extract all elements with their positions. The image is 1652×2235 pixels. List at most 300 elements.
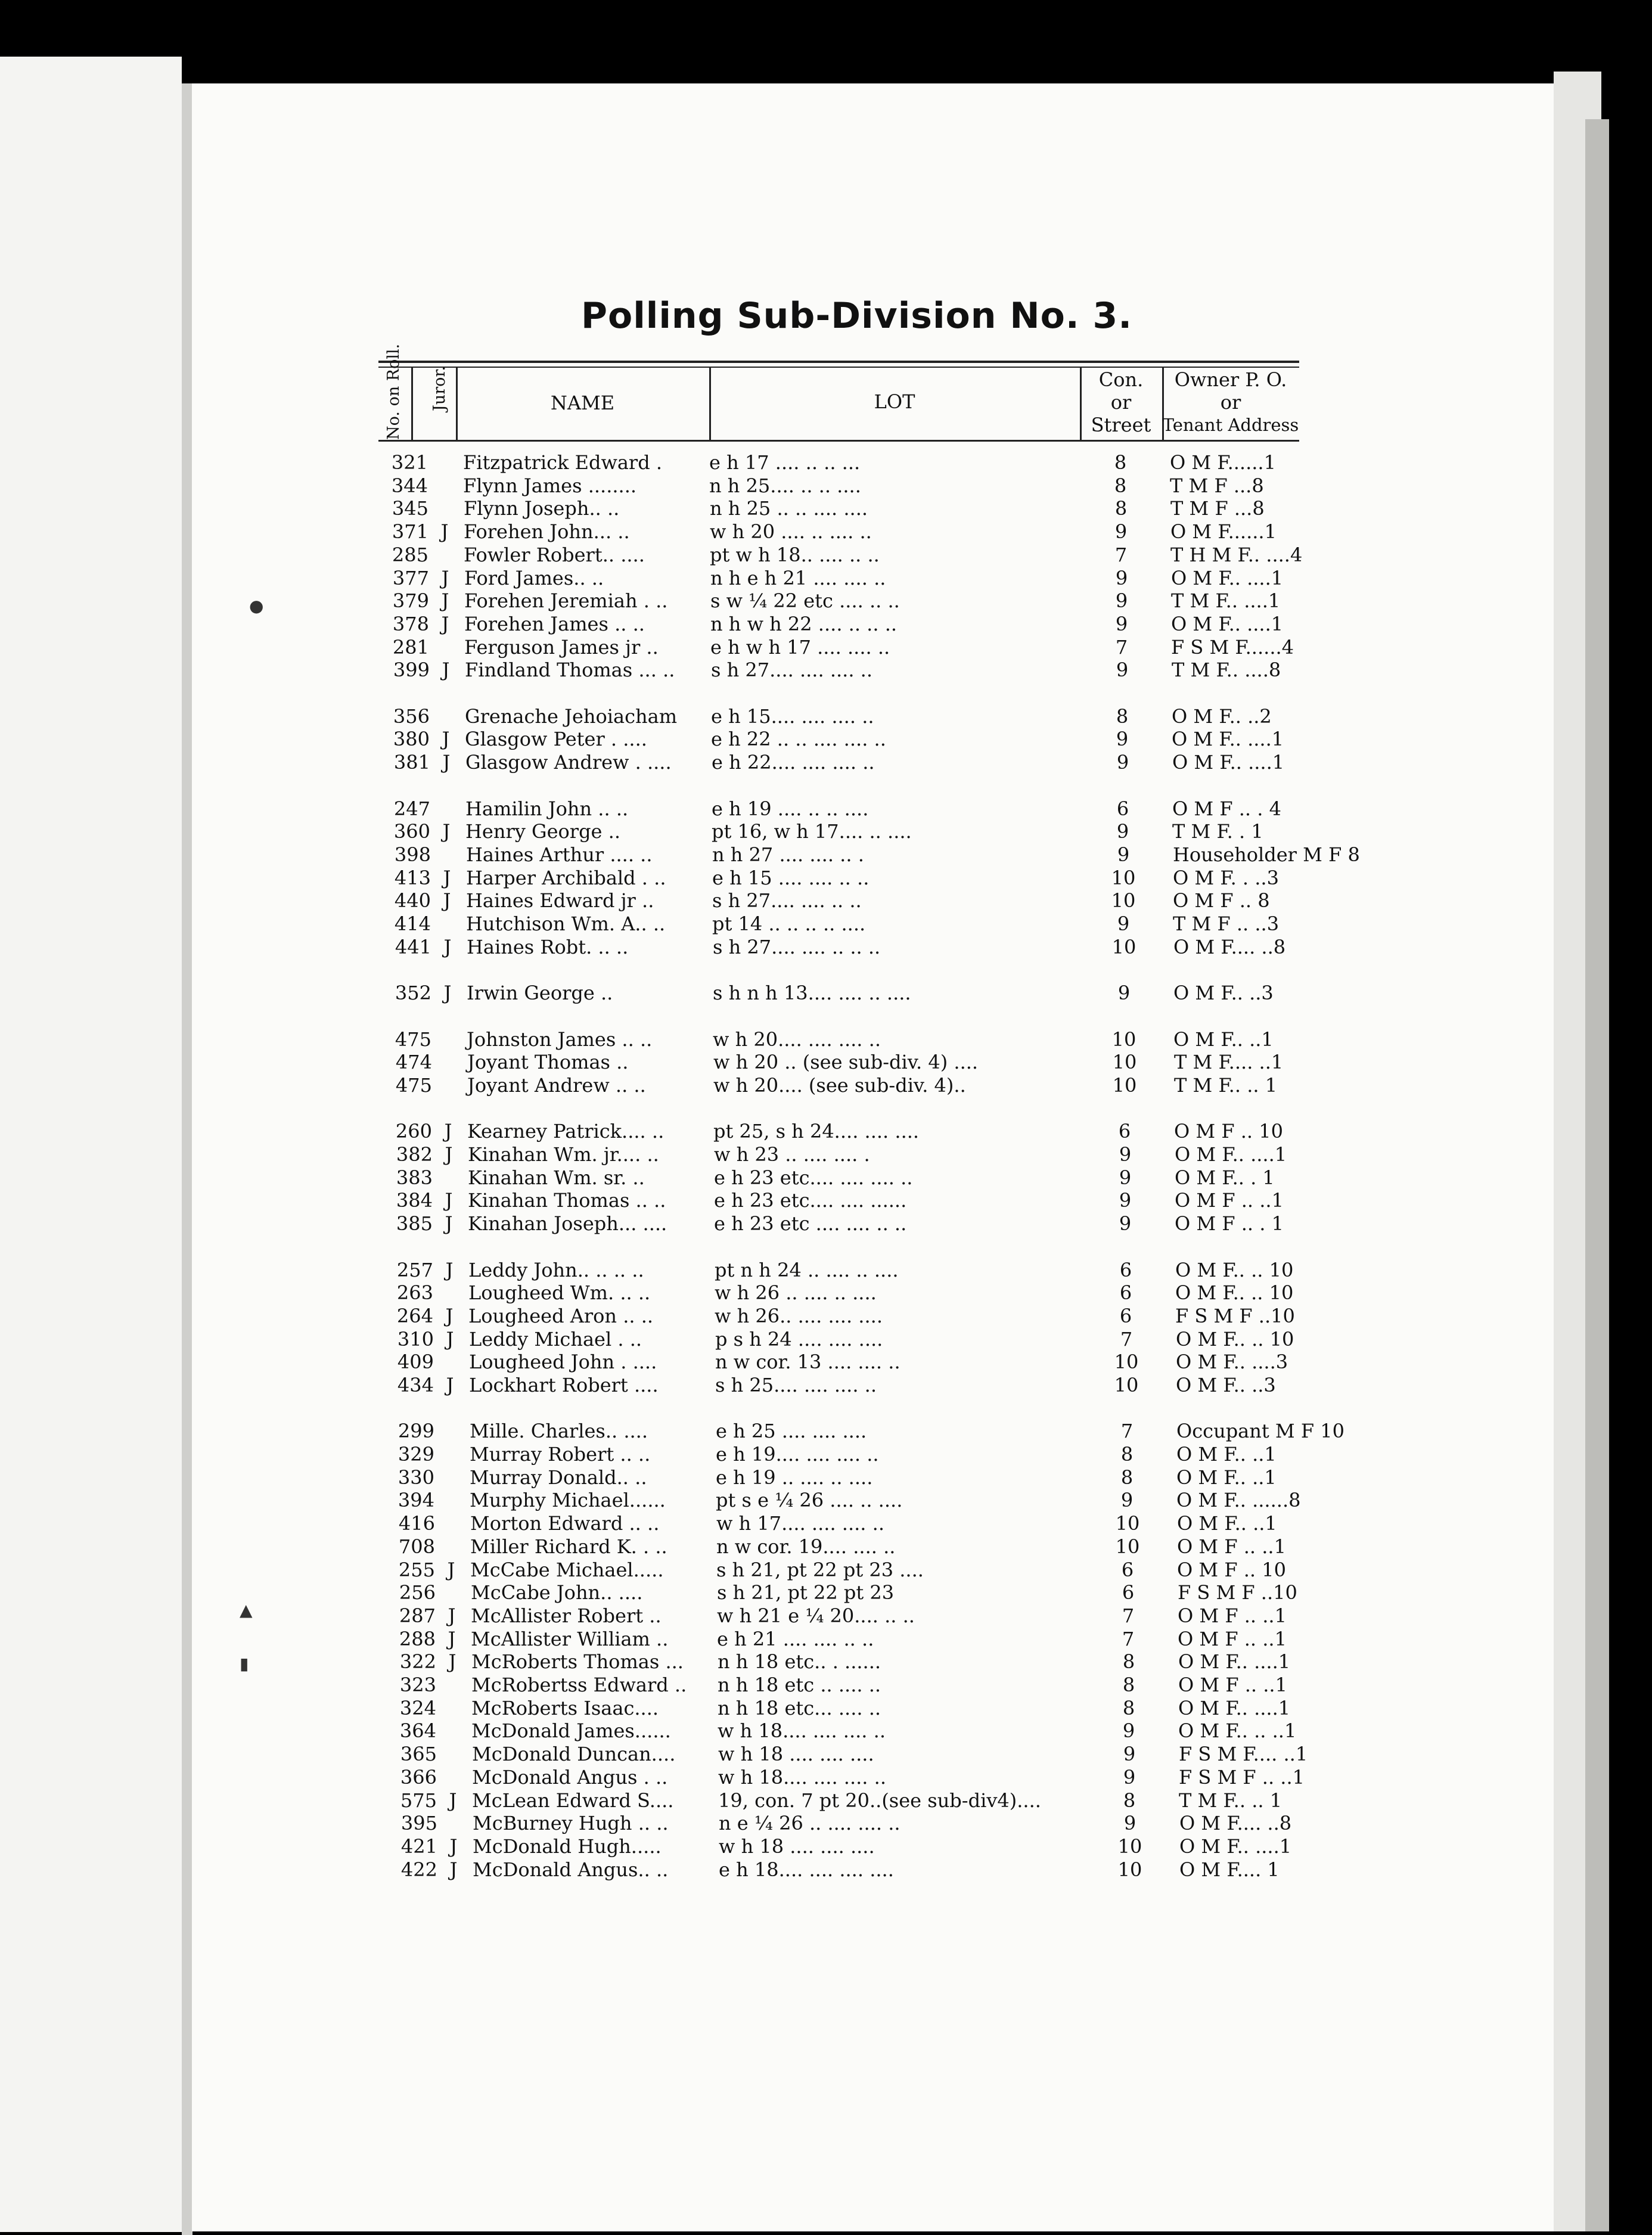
header-juror: Juror. [430, 366, 449, 411]
header-no-on-roll: No. on Roll. [384, 343, 403, 440]
juror-mark: J [441, 613, 449, 635]
roll-number: 575 [400, 1789, 437, 1812]
header-top-rule-thin [378, 367, 1299, 368]
margin-mark: ● [249, 596, 264, 616]
table-row [0, 1051, 1652, 1073]
concession-number: 9 [1123, 1766, 1136, 1789]
voter-name: McDonald Angus.. .. [473, 1858, 669, 1881]
table-row [0, 1789, 1652, 1812]
concession-number: 9 [1116, 659, 1129, 681]
roll-number: 264 [396, 1305, 433, 1327]
voter-name: Leddy Michael . .. [469, 1328, 642, 1351]
header-owner-line1: Owner P. O. [1174, 368, 1287, 391]
concession-number: 9 [1119, 1143, 1132, 1166]
concession-number: 7 [1120, 1328, 1133, 1351]
table-row [0, 1028, 1652, 1051]
header-bottom-rule [378, 440, 1299, 442]
voter-name: Joyant Andrew .. .. [467, 1074, 646, 1097]
juror-mark: J [447, 1559, 455, 1581]
voter-name: Leddy John.. .. .. .. [468, 1259, 644, 1281]
roll-number: 440 [394, 889, 431, 912]
voter-name: Kinahan Wm. jr.... .. [468, 1143, 659, 1166]
roll-number: 255 [398, 1559, 435, 1581]
roll-number: 377 [392, 567, 429, 589]
juror-mark: J [446, 1374, 454, 1396]
voter-name: Kinahan Joseph... .... [468, 1212, 667, 1235]
lot-description: e h 18.... .... .... .... [719, 1858, 894, 1881]
roll-number: 329 [398, 1443, 434, 1466]
roll-number: 287 [399, 1604, 436, 1627]
lot-description: w h 20.... .... .... .. [713, 1028, 881, 1051]
concession-number: 9 [1122, 1719, 1135, 1742]
owner-status: O M F .. 10 [1177, 1559, 1286, 1581]
lot-description: e h 23 etc.... .... ...... [714, 1189, 907, 1212]
owner-status: O M F .. . 1 [1175, 1212, 1284, 1235]
table-row [0, 1443, 1652, 1466]
header-name: NAME [550, 392, 615, 414]
concession-number: 8 [1116, 705, 1129, 728]
juror-mark: J [448, 1604, 456, 1627]
table-row [0, 1374, 1652, 1396]
margin-mark: ▲ [240, 1600, 253, 1620]
lot-description: n h 27 .... .... .. . [712, 843, 864, 866]
owner-status: T M F ...8 [1170, 474, 1264, 497]
lot-description: pt w h 18.. .... .. .. [710, 544, 880, 566]
lot-description: e h 19.... .... .... .. [716, 1443, 879, 1466]
owner-status: O M F .. ..1 [1177, 1535, 1286, 1558]
table-row [0, 867, 1652, 889]
juror-mark: J [440, 520, 449, 543]
table-row [0, 1328, 1652, 1351]
concession-number: 8 [1120, 1466, 1134, 1489]
lot-description: w h 18.... .... .... .. [718, 1719, 886, 1742]
lot-description: 19, con. 7 pt 20..(see sub-div4).... [718, 1789, 1041, 1812]
concession-number: 7 [1115, 636, 1128, 659]
voter-name: McCabe Michael..... [470, 1559, 664, 1581]
table-row [0, 1835, 1652, 1858]
table-row [0, 589, 1652, 612]
owner-status: O M F.. ....1 [1175, 1143, 1287, 1166]
roll-number: 323 [399, 1674, 436, 1696]
roll-number: 381 [393, 751, 430, 774]
concession-number: 7 [1122, 1604, 1135, 1627]
owner-status: O M F.. ....1 [1178, 1650, 1291, 1673]
lot-description: pt n h 24 .. .... .. .... [715, 1259, 899, 1281]
owner-status: F S M F ..10 [1178, 1581, 1297, 1604]
table-row [0, 820, 1652, 843]
lot-description: w h 20 .... .. .... .. [710, 520, 872, 543]
header-owner-line3: Tenant Address [1162, 415, 1299, 435]
lot-description: e h 21 .... .... .. .. [717, 1628, 874, 1650]
roll-number: 365 [400, 1743, 437, 1765]
juror-mark: J [443, 936, 452, 958]
lot-description: pt s e ¼ 26 .... .. .... [716, 1489, 903, 1511]
voter-name: Harper Archibald . .. [466, 867, 666, 889]
roll-number: 285 [392, 544, 428, 566]
owner-status: O M F.. .. 10 [1175, 1281, 1294, 1304]
roll-number: 281 [392, 636, 429, 659]
concession-number: 6 [1119, 1305, 1132, 1327]
concession-number: 10 [1111, 889, 1136, 912]
owner-status: Occupant M F 10 [1176, 1420, 1344, 1442]
owner-status: T M F.. .. 1 [1179, 1789, 1283, 1812]
lot-description: s h n h 13.... .... .. .... [713, 982, 911, 1004]
concession-number: 7 [1122, 1628, 1135, 1650]
owner-status: T M F.... ..1 [1174, 1051, 1284, 1073]
concession-number: 6 [1121, 1559, 1134, 1581]
lot-description: n h w h 22 .... .. .. .. [710, 613, 898, 635]
voter-name: Hutchison Wm. A.. .. [466, 912, 666, 935]
lot-description: w h 18.... .... .... .. [718, 1766, 886, 1789]
concession-number: 9 [1115, 567, 1128, 589]
table-row [0, 1466, 1652, 1489]
owner-status: T M F.. ....1 [1171, 589, 1281, 612]
table-row [0, 1489, 1652, 1511]
table-row [0, 1143, 1652, 1166]
roll-number: 380 [393, 728, 430, 750]
owner-status: O M F.. ..1 [1177, 1512, 1277, 1535]
roll-number: 344 [391, 474, 428, 497]
lot-description: s h 21, pt 22 pt 23 .... [716, 1559, 924, 1581]
roll-number: 345 [392, 497, 428, 520]
concession-number: 9 [1120, 1489, 1134, 1511]
juror-mark: J [445, 1189, 453, 1212]
juror-mark: J [449, 1858, 458, 1881]
juror-mark: J [442, 659, 450, 681]
owner-status: O M F.. ..1 [1176, 1466, 1277, 1489]
voter-name: Fowler Robert.. .... [464, 544, 645, 566]
table-row [0, 1559, 1652, 1581]
owner-status: O M F.. ....1 [1179, 1835, 1292, 1858]
concession-number: 8 [1122, 1697, 1135, 1719]
lot-description: n h 18 etc... .... .. [718, 1697, 881, 1719]
table-row [0, 1074, 1652, 1097]
lot-description: w h 23 .. .... .... . [714, 1143, 870, 1166]
table-row [0, 843, 1652, 866]
lot-description: n h 18 etc.. . ...... [718, 1650, 881, 1673]
header-top-rule [378, 361, 1299, 363]
roll-number: 260 [395, 1120, 432, 1143]
voter-name: Haines Robt. .. .. [467, 936, 629, 958]
table-row [0, 1674, 1652, 1696]
owner-status: O M F .. ..1 [1178, 1674, 1287, 1696]
juror-mark: J [445, 1305, 454, 1327]
concession-number: 10 [1111, 936, 1136, 958]
lot-description: pt 25, s h 24.... .... .... [713, 1120, 920, 1143]
table-row [0, 451, 1652, 474]
voter-name: Lockhart Robert .... [469, 1374, 659, 1396]
roll-number: 434 [397, 1374, 434, 1396]
lot-description: n h 18 etc .. .... .. [718, 1674, 881, 1696]
roll-number: 324 [399, 1697, 436, 1719]
concession-number: 10 [1111, 867, 1136, 889]
voter-name: McDonald James...... [471, 1719, 671, 1742]
voter-name: McDonald Angus . .. [472, 1766, 668, 1789]
voter-name: McRoberts Thomas ... [471, 1650, 684, 1673]
juror-mark: J [449, 1835, 458, 1858]
voter-name: Murphy Michael...... [470, 1489, 666, 1511]
roll-number: 383 [396, 1166, 433, 1189]
juror-mark: J [442, 751, 451, 774]
lot-description: w h 20 .. (see sub-div. 4) .... [713, 1051, 979, 1073]
table-row [0, 1604, 1652, 1627]
juror-mark: J [445, 1143, 453, 1166]
voter-name: Henry George .. [465, 820, 620, 843]
roll-number: 322 [399, 1650, 436, 1673]
roll-number: 475 [395, 1028, 431, 1051]
juror-mark: J [442, 728, 450, 750]
owner-status: O M F.. ..3 [1176, 1374, 1276, 1396]
concession-number: 10 [1111, 1028, 1136, 1051]
lot-description: s h 27.... .... .. .. .. [713, 936, 881, 958]
voter-name: Kinahan Wm. sr. .. [468, 1166, 645, 1189]
roll-number: 422 [400, 1858, 437, 1881]
roll-number: 288 [399, 1628, 436, 1650]
table-row [0, 1420, 1652, 1442]
owner-status: O M F.. ..1 [1173, 1028, 1274, 1051]
owner-status: T H M F.. ....4 [1170, 544, 1303, 566]
table-row [0, 1281, 1652, 1304]
table-row [0, 751, 1652, 774]
table-row [0, 1259, 1652, 1281]
owner-status: O M F.. ..2 [1172, 705, 1272, 728]
lot-description: n h 25 .. .. .... .... [710, 497, 868, 520]
table-row [0, 659, 1652, 681]
header-con-line3: Street [1091, 414, 1151, 436]
table-row [0, 705, 1652, 728]
voter-name: McRobertss Edward .. [471, 1674, 687, 1696]
lot-description: e h 25 .... .... .... [716, 1420, 867, 1442]
lot-description: e h 22 .. .. .... .... .. [711, 728, 886, 750]
roll-number: 299 [398, 1420, 434, 1442]
concession-number: 10 [1114, 1351, 1139, 1373]
voter-name: Glasgow Andrew . .... [465, 751, 672, 774]
table-row [0, 1743, 1652, 1765]
voter-name: McBurney Hugh .. .. [473, 1812, 669, 1834]
lot-description: s h 27.... .... .... .. [711, 659, 873, 681]
roll-number: 385 [396, 1212, 433, 1235]
lot-description: p s h 24 .... .... .... [715, 1328, 883, 1351]
concession-number: 8 [1123, 1789, 1136, 1812]
voter-name: Kinahan Thomas .. .. [468, 1189, 666, 1212]
voter-name: McAllister William .. [471, 1628, 669, 1650]
voter-name: Kearney Patrick.... .. [467, 1120, 664, 1143]
concession-number: 7 [1120, 1420, 1134, 1442]
voter-name: Forehen James .. .. [464, 613, 645, 635]
header-owner-line2: or [1220, 391, 1241, 414]
voter-name: Mille. Charles.. .... [470, 1420, 648, 1442]
juror-mark: J [445, 1259, 454, 1281]
owner-status: O M F.... ..8 [1173, 936, 1286, 958]
lot-description: e h 19 .. .... .. .... [716, 1466, 873, 1489]
voter-name: Ford James.. .. [464, 567, 604, 589]
voter-name: Johnston James .. .. [467, 1028, 653, 1051]
voter-name: Miller Richard K. . .. [470, 1535, 667, 1558]
lot-description: e h 15.... .... .... .. [711, 705, 874, 728]
voter-name: Lougheed John . .... [469, 1351, 657, 1373]
table-row [0, 797, 1652, 820]
owner-status: T M F ...8 [1170, 497, 1265, 520]
roll-number: 414 [394, 912, 431, 935]
lot-description: n e ¼ 26 .. .... .... .. [719, 1812, 900, 1834]
juror-mark: J [442, 820, 451, 843]
concession-number: 9 [1117, 843, 1130, 866]
roll-number: 384 [396, 1189, 433, 1212]
voter-name: McCabe John.. .... [471, 1581, 643, 1604]
roll-number: 360 [393, 820, 430, 843]
owner-status: T M F. . 1 [1172, 820, 1263, 843]
voter-name: Lougheed Aron .. .. [468, 1305, 654, 1327]
voter-name: Lougheed Wm. .. .. [468, 1281, 651, 1304]
concession-number: 7 [1114, 544, 1128, 566]
owner-status: F S M F ..10 [1175, 1305, 1295, 1327]
lot-description: s w ¼ 22 etc .... .. .. [710, 589, 900, 612]
lot-description: e h w h 17 .... .... .. [710, 636, 890, 659]
table-row [0, 613, 1652, 635]
juror-mark: J [445, 1212, 453, 1235]
owner-status: O M F.. ....1 [1172, 751, 1285, 774]
concession-number: 8 [1120, 1443, 1134, 1466]
voter-name: Hamilin John .. .. [465, 797, 629, 820]
roll-number: 382 [396, 1143, 433, 1166]
roll-number: 413 [394, 867, 431, 889]
owner-status: T M F.. ....8 [1172, 659, 1281, 681]
roll-number: 398 [394, 843, 431, 866]
table-row [0, 1305, 1652, 1327]
owner-status: O M F .. ..1 [1178, 1628, 1287, 1650]
owner-status: O M F.. ....1 [1171, 567, 1284, 589]
owner-status: O M F.... 1 [1179, 1858, 1280, 1881]
table-row [0, 728, 1652, 750]
concession-number: 6 [1118, 1120, 1131, 1143]
voter-name: Morton Edward .. .. [470, 1512, 660, 1535]
concession-number: 9 [1123, 1812, 1136, 1834]
table-row [0, 912, 1652, 935]
roll-number: 475 [395, 1074, 432, 1097]
table-row [0, 1120, 1652, 1143]
table-row [0, 1512, 1652, 1535]
concession-number: 10 [1112, 1051, 1137, 1073]
lot-description: pt 16, w h 17.... .. .... [712, 820, 912, 843]
lot-description: e h 22.... .... .... .. [712, 751, 875, 774]
roll-number: 409 [397, 1351, 434, 1373]
owner-status: O M F.. ....3 [1176, 1351, 1288, 1373]
voter-name: Forehen Jeremiah . .. [464, 589, 668, 612]
roll-number: 379 [392, 589, 429, 612]
juror-mark: J [448, 1650, 457, 1673]
owner-status: O M F.. . 1 [1175, 1166, 1275, 1189]
owner-status: O M F......1 [1170, 520, 1277, 543]
concession-number: 9 [1116, 751, 1129, 774]
juror-mark: J [443, 867, 451, 889]
roll-number: 366 [400, 1766, 437, 1789]
concession-number: 9 [1116, 728, 1129, 750]
juror-mark: J [448, 1628, 456, 1650]
table-row [0, 982, 1652, 1004]
lot-description: n w cor. 19.... .... .. [716, 1535, 896, 1558]
concession-number: 9 [1119, 1212, 1132, 1235]
concession-number: 9 [1116, 820, 1129, 843]
owner-status: O M F. . ..3 [1173, 867, 1279, 889]
voter-name: McLean Edward S.... [472, 1789, 674, 1812]
lot-description: e h 17 .... .. .. ... [709, 451, 861, 474]
lot-description: n h e h 21 .... .... .. [710, 567, 886, 589]
lot-description: s h 21, pt 22 pt 23 [717, 1581, 895, 1604]
lot-description: e h 19 .... .. .. .... [712, 797, 869, 820]
voter-name: Irwin George .. [467, 982, 613, 1004]
concession-number: 10 [1115, 1512, 1140, 1535]
concession-number: 6 [1119, 1281, 1132, 1304]
table-row [0, 1766, 1652, 1789]
table-row [0, 1650, 1652, 1673]
roll-number: 378 [392, 613, 429, 635]
owner-status: O M F.. ....1 [1172, 728, 1284, 750]
juror-mark: J [446, 1328, 454, 1351]
table-row [0, 520, 1652, 543]
juror-mark: J [443, 982, 452, 1004]
voter-name: McAllister Robert .. [471, 1604, 662, 1627]
roll-number: 416 [398, 1512, 435, 1535]
concession-number: 9 [1123, 1743, 1136, 1765]
owner-status: F S M F.... ..1 [1179, 1743, 1308, 1765]
table-row [0, 1812, 1652, 1834]
concession-number: 6 [1122, 1581, 1135, 1604]
owner-status: O M F.. .. 10 [1175, 1259, 1294, 1281]
table-row [0, 1581, 1652, 1604]
voter-name: Ferguson James jr .. [464, 636, 659, 659]
lot-description: n h 25.... .. .. .... [709, 474, 861, 497]
voter-name: Flynn Joseph.. .. [464, 497, 620, 520]
table-row [0, 636, 1652, 659]
voter-name: Murray Robert .. .. [470, 1443, 651, 1466]
table-row [0, 1189, 1652, 1212]
lot-description: w h 20.... (see sub-div. 4).. [713, 1074, 966, 1097]
lot-description: w h 18 .... .... .... [718, 1743, 874, 1765]
roll-number: 371 [392, 520, 428, 543]
owner-status: O M F.. .. ..1 [1178, 1719, 1297, 1742]
concession-number: 10 [1117, 1835, 1142, 1858]
owner-status: Householder M F 8 [1173, 843, 1360, 866]
owner-status: O M F.... ..8 [1179, 1812, 1292, 1834]
owner-status: F S M F......4 [1171, 636, 1294, 659]
table-row [0, 1212, 1652, 1235]
voter-name: Glasgow Peter . .... [465, 728, 647, 750]
lot-description: e h 15 .... .... .. .. [712, 867, 870, 889]
lot-description: s h 27.... .... .. .. [712, 889, 862, 912]
table-row [0, 936, 1652, 958]
concession-number: 9 [1119, 1189, 1132, 1212]
roll-number: 421 [400, 1835, 437, 1858]
owner-status: O M F.. ..3 [1173, 982, 1274, 1004]
concession-number: 8 [1114, 451, 1127, 474]
lot-description: w h 26 .. .... .. .... [715, 1281, 877, 1304]
header-lot: LOT [874, 390, 915, 413]
owner-status: O M F......1 [1170, 451, 1276, 474]
voter-name: Haines Arthur .... .. [466, 843, 653, 866]
roll-number: 395 [400, 1812, 437, 1834]
owner-status: O M F.. ....1 [1178, 1697, 1291, 1719]
owner-status: O M F .. . 4 [1172, 797, 1281, 820]
concession-number: 9 [1115, 589, 1128, 612]
owner-status: F S M F .. ..1 [1179, 1766, 1305, 1789]
lot-description: e h 23 etc.... .... .... .. [714, 1166, 913, 1189]
voter-name: Haines Edward jr .. [466, 889, 654, 912]
juror-mark: J [444, 1120, 452, 1143]
table-row [0, 497, 1652, 520]
concession-number: 10 [1112, 1074, 1137, 1097]
table-row [0, 1166, 1652, 1189]
juror-mark: J [449, 1789, 457, 1812]
